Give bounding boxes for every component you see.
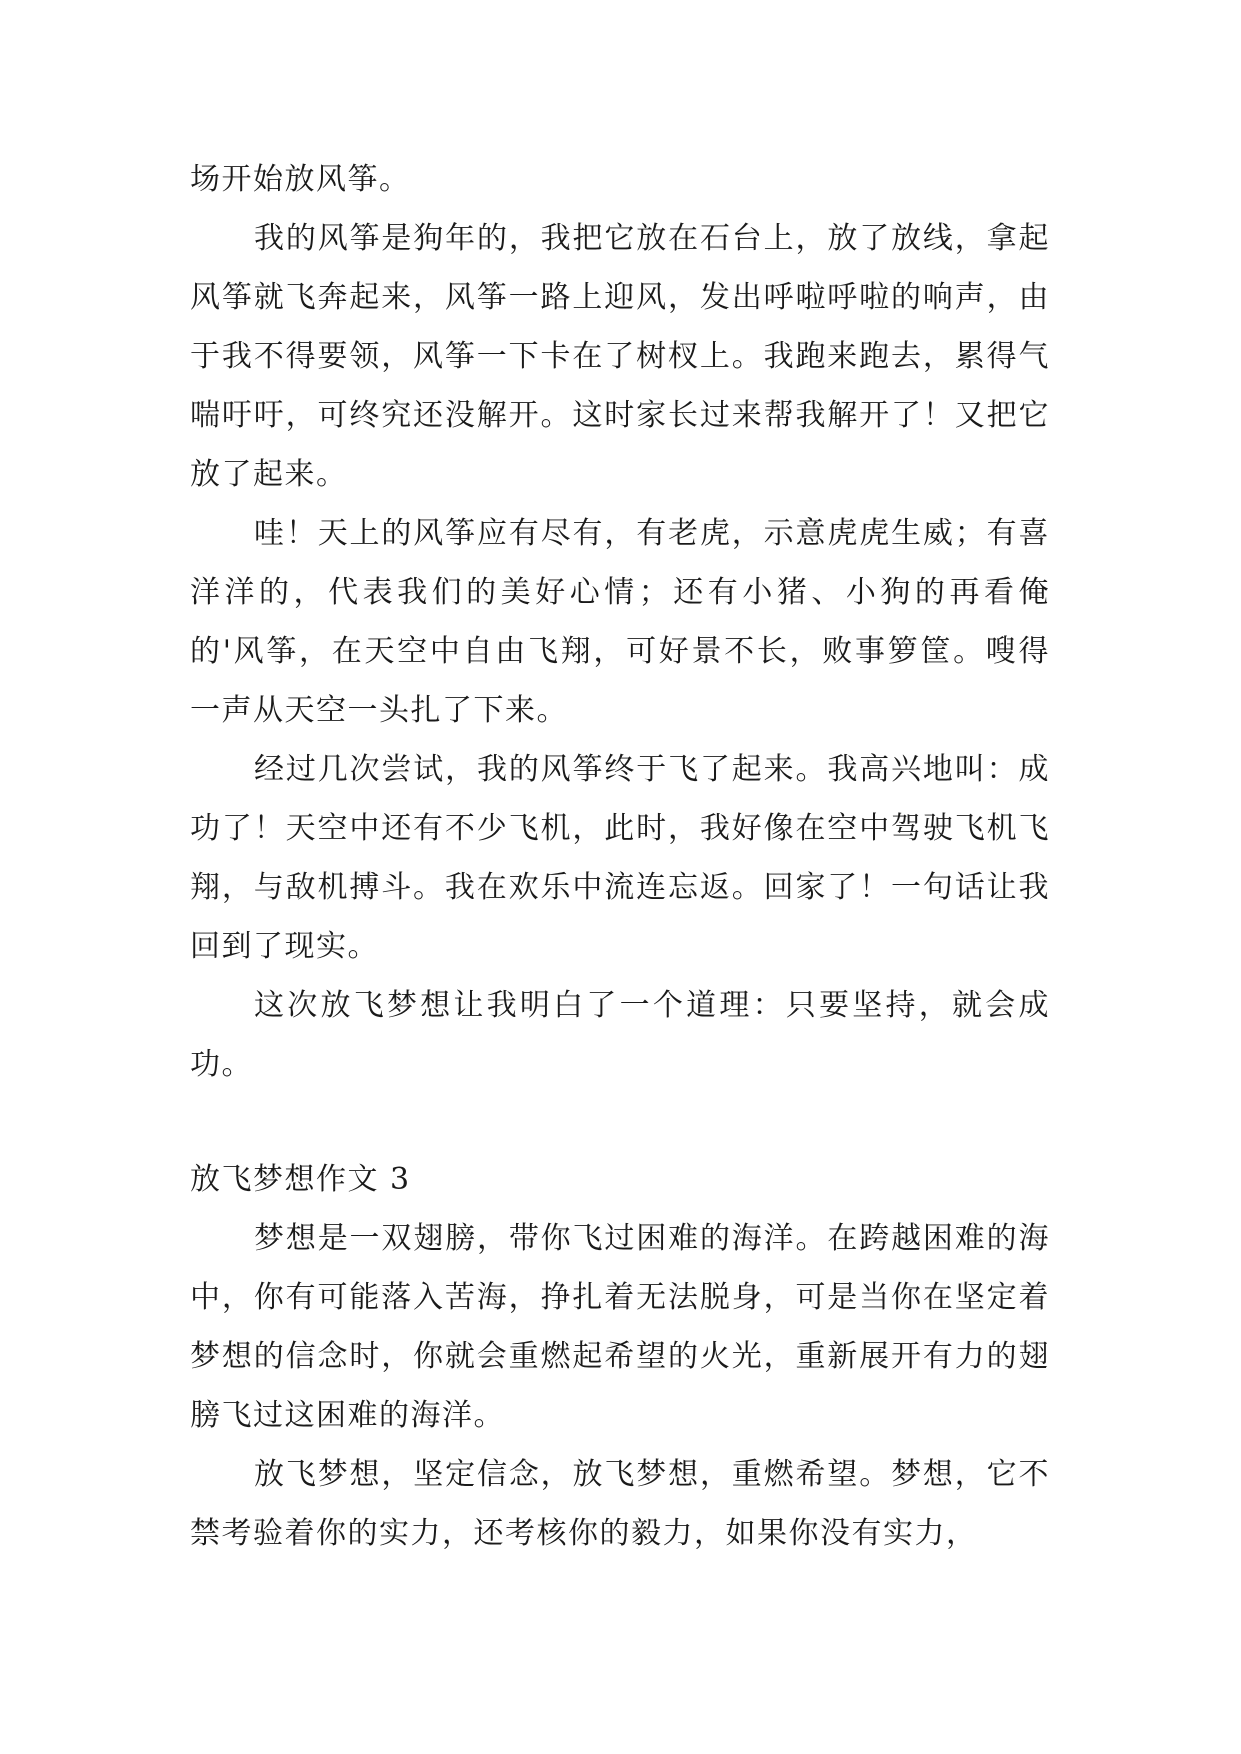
document-body [190, 150, 1050, 1563]
section-heading: 放飞梦想作文 3 [190, 1162, 411, 1197]
paragraph-dream-belief: 放飞梦想，坚定信念，放飞梦想，重燃希望。梦想，它不禁考验着你的实力，还考核你的毅力，如果你没有实力， [190, 1457, 1050, 1551]
paragraph-success: 经过几次尝试，我的风筝终于飞了起来。我高兴地叫：成功了！天空中还有不少飞机，此时，我好像在空中驾驶飞机飞翔，与敌机搏斗。我在欢乐中流连忘返。回家了！一句话让我回到了现实。 [190, 752, 1050, 964]
paragraph-dream-wings: 梦想是一双翅膀，带你飞过困难的海洋。在跨越困难的海中，你有可能落入苦海，挣扎着无法脱身，可是当你在坚定着梦想的信念时，你就会重燃起希望的火光，重新展开有力的翅膀飞过这困难的海洋。 [190, 1221, 1050, 1433]
paragraph-kite-flying: 我的风筝是狗年的，我把它放在石台上，放了放线，拿起风筝就飞奔起来，风筝一路上迎风，发出呼啦呼啦的响声，由于我不得要领，风筝一下卡在了树杈上。我跑来跑去，累得气喘吁吁，可终究还没解开。这时家长过来帮我解开了！又把它放了起来。 [190, 221, 1050, 492]
paragraph-lesson: 这次放飞梦想让我明白了一个道理：只要坚持，就会成功。 [190, 988, 1050, 1082]
paragraph-continuation: 场开始放风筝。 [190, 162, 411, 197]
section-spacer [190, 1094, 1050, 1150]
paragraph-kites-in-sky: 哇！天上的风筝应有尽有，有老虎，示意虎虎生威；有喜洋洋的，代表我们的美好心情；还有小猪、小狗的再看俺的'风筝，在天空中自由飞翔，可好景不长，败事箩筐。嗖得一声从天空一头扎了下来。 [190, 516, 1050, 728]
